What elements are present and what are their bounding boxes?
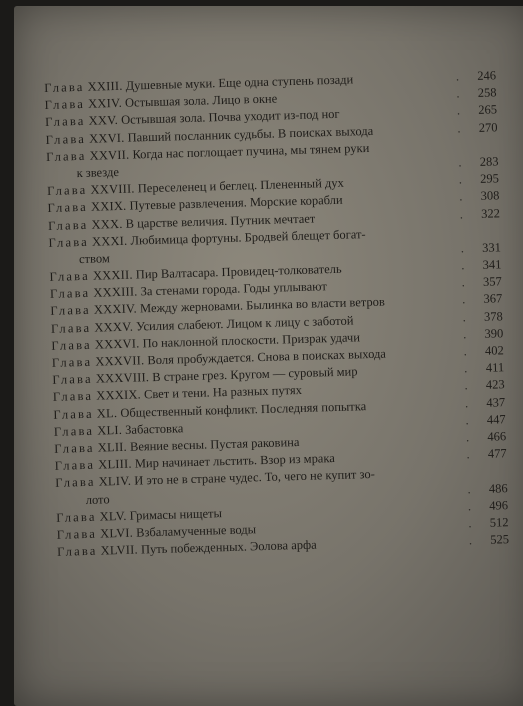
page-number: 402 [484, 343, 504, 358]
chapter-label: Глава [56, 543, 98, 559]
chapter-number: XLII. [97, 439, 128, 455]
chapter-label: Глава [53, 423, 95, 439]
chapter-label: Глава [52, 371, 93, 388]
chapter-title: Гримасы нищеты [129, 505, 223, 523]
chapter-title: Взбаламученные воды [135, 522, 257, 540]
page-number: 525 [490, 532, 510, 547]
chapter-number: XLV. [99, 508, 127, 524]
chapter-number: XLVI. [99, 525, 134, 541]
chapter-title: Мир начинает льстить. Взор из мрака [134, 451, 336, 471]
page-number: 423 [485, 377, 505, 393]
chapter-title: Остывшая зола. Почва уходит из-под ног [120, 107, 340, 128]
chapter-number: XXVII. [89, 147, 130, 163]
chapter-number: XXIX. [90, 199, 127, 215]
chapter-number: XXXVIII. [95, 370, 150, 386]
leader-dots: . [459, 189, 466, 204]
leader-dots: . [465, 412, 472, 428]
chapter-label: Глава [48, 234, 90, 250]
page-number: 367 [483, 291, 503, 307]
chapter-title: Общественный конфликт. Последняя попытка [120, 398, 367, 420]
chapter-title: Забастовка [124, 420, 184, 437]
leader-dots: . [466, 447, 473, 462]
chapter-label: Глава [50, 320, 92, 336]
leader-dots: . [463, 344, 470, 359]
page-number: 341 [482, 257, 502, 272]
chapter-number: XXVI. [88, 130, 125, 146]
page-number: 283 [479, 154, 499, 169]
page-number: 477 [487, 446, 507, 461]
chapter-label: Глава [47, 200, 89, 216]
leader-dots: . [468, 516, 475, 531]
chapter-label: Глава [51, 337, 92, 353]
page-number: 486 [488, 480, 508, 496]
leader-dots: . [465, 430, 473, 445]
table-of-contents [44, 67, 509, 561]
chapter-number: XXX. [91, 216, 123, 232]
chapter-title: За стенами города. Годы уплывают [140, 279, 328, 299]
chapter-number: XL. [96, 405, 118, 421]
chapter-label: Глава [51, 354, 93, 370]
leader-dots: . [458, 155, 465, 170]
leader-dots: . [468, 533, 476, 548]
page-number: 378 [483, 308, 503, 324]
leader-dots: . [456, 86, 463, 101]
leader-dots: . [461, 292, 469, 307]
page-number: 390 [484, 326, 504, 341]
page-number: 246 [477, 68, 497, 83]
leader-dots: . [457, 120, 464, 136]
page-number: 512 [489, 515, 509, 530]
chapter-title: Любимица фортуны. Бродвей блещет богат- [130, 226, 366, 248]
chapter-title: В стране грез. Кругом — суровый мир [152, 364, 358, 385]
chapter-title: к звезде [76, 164, 120, 181]
page-number: 322 [480, 205, 501, 221]
chapter-label: Глава [50, 303, 92, 319]
chapter-title: Когда нас поглощает пучина, мы тянем руки [132, 140, 370, 162]
chapter-title: Между жерновами. Былинка во власти ветров [139, 295, 386, 316]
page-number: 357 [482, 274, 503, 290]
chapter-label: Глава [55, 475, 96, 491]
leader-dots: . [461, 258, 468, 273]
leader-dots: . [461, 275, 469, 290]
chapter-title: И это не в стране чудес. То, чего не купит зо- [134, 467, 375, 488]
chapter-title: Павший посланник судьбы. В поисках выхода [127, 123, 374, 145]
leader-dots: . [462, 327, 470, 342]
chapter-number: XXV. [88, 113, 119, 129]
chapter-title: Свет и тени. На разных путях [143, 383, 303, 402]
page-number: 411 [485, 360, 505, 375]
chapter-number: XXXI. [91, 233, 128, 249]
chapter-number: XXXIII. [93, 284, 138, 300]
page-number: 270 [478, 119, 498, 135]
chapter-label: Глава [54, 457, 96, 473]
chapter-number: XXXV. [94, 319, 134, 335]
chapter-number: XLIII. [98, 456, 132, 472]
chapter-number: XLI. [97, 422, 123, 438]
page-number: 466 [487, 429, 507, 444]
leader-dots: . [455, 69, 463, 84]
page-number: 331 [481, 240, 502, 255]
chapter-label: Глава [47, 217, 89, 233]
chapter-number: XXVIII. [90, 181, 135, 197]
leader-dots: . [459, 206, 467, 221]
leader-dots: . [464, 395, 472, 410]
chapter-number: XXXIX. [96, 387, 142, 404]
chapter-label: Глава [46, 182, 88, 199]
chapter-label: Глава [44, 79, 85, 95]
leader-dots: . [467, 481, 474, 496]
chapter-number: XXIV. [87, 96, 123, 111]
chapter-title: ством [78, 251, 110, 266]
chapter-label: Глава [49, 286, 91, 302]
chapter-title: Усилия слабеют. Лицом к лицу с заботой [135, 313, 354, 334]
page-number: 437 [486, 394, 506, 410]
leader-dots: . [458, 172, 466, 187]
chapter-number: XXXVII. [95, 353, 145, 369]
leader-dots: . [464, 378, 471, 393]
chapter-label: Глава [53, 406, 94, 422]
chapter-label: Глава [44, 97, 86, 113]
chapter-label: Глава [56, 509, 97, 525]
book-page [14, 6, 523, 706]
chapter-title: Переселенец и беглец. Плененный дух [137, 175, 344, 196]
chapter-label: Глава [54, 440, 95, 456]
chapter-title: Путь побежденных. Эолова арфа [140, 537, 317, 557]
page-number: 258 [477, 85, 497, 101]
chapter-title: Веяние весны. Пустая раковина [129, 434, 300, 454]
chapter-number: XXXII. [92, 267, 133, 283]
leader-dots: . [462, 309, 469, 325]
leader-dots: . [467, 498, 475, 514]
chapter-label: Глава [56, 526, 98, 542]
chapter-title: Пир Валтасара. Провидец-толкователь [135, 261, 342, 282]
chapter-title: По наклонной плоскости. Призрак удачи [142, 330, 361, 351]
chapter-number: XXIII. [87, 78, 123, 94]
page-number: 447 [486, 411, 506, 427]
chapter-title: Душевные муки. Еще одна ступень позади [125, 72, 354, 93]
chapter-number: XLVII. [100, 542, 139, 558]
chapter-number: XXXVI. [94, 336, 140, 352]
chapter-label: Глава [44, 114, 86, 130]
leader-dots: . [463, 361, 471, 376]
page-number: 295 [479, 171, 500, 186]
page-number: 308 [480, 188, 500, 204]
chapter-title: Остывшая зола. Лицо в окне [124, 91, 278, 110]
leader-dots: . [460, 241, 468, 256]
page-number: 265 [478, 102, 498, 118]
chapter-label: Глава [45, 148, 87, 164]
chapter-label: Глава [52, 389, 94, 405]
chapter-number: XXXIV. [93, 301, 138, 318]
chapter-title: лото [85, 491, 110, 507]
chapter-title: В царстве величия. Путник мечтает [125, 210, 316, 231]
page-number: 496 [489, 497, 509, 513]
chapter-title: Воля пробуждается. Снова в поисках выхода [147, 346, 387, 368]
chapter-title: Путевые развлечения. Морские корабли [129, 193, 343, 213]
chapter-label: Глава [45, 131, 87, 147]
leader-dots: . [456, 103, 464, 118]
chapter-number: XLIV. [98, 474, 132, 489]
chapter-label: Глава [49, 268, 91, 284]
